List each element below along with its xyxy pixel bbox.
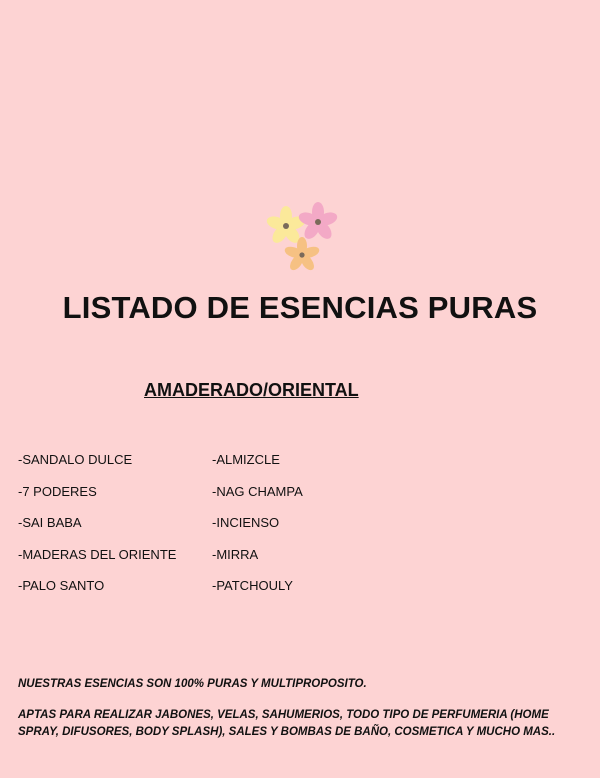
- flowers-icon: [262, 198, 346, 278]
- category-heading: AMADERADO/ORIENTAL: [144, 380, 359, 400]
- essence-list-left: [18, 452, 176, 610]
- purity-note: NUESTRAS ESENCIAS SON 100% PURAS Y MULTIPROPOSITO.: [18, 678, 367, 690]
- list-item: -NAG CHAMPA: [212, 483, 303, 499]
- flower-pink: [297, 202, 339, 242]
- list-item: -ALMIZCLE: [212, 452, 280, 467]
- flower-orange: [283, 237, 320, 273]
- list-item: -7 PODERES: [18, 483, 97, 499]
- page-title: LISTADO DE ESENCIAS PURAS: [62, 290, 538, 325]
- list-item: -PATCHOULY: [212, 578, 293, 593]
- list-item: -MIRRA: [212, 546, 259, 562]
- essence-list-right: [212, 452, 303, 610]
- list-item: -SANDALO DULCE: [18, 452, 133, 467]
- list-item: -INCIENSO: [212, 515, 280, 530]
- uses-note: APTAS PARA REALIZAR JABONES, VELAS, SAHUMERIOS, TODO TIPO DE PERFUMERIA (HOME SPRAY, DIFUSORES, BODY SPLASH), SALES Y BOMBAS DE BAÑO, COSMETICA Y MUCHO MAS..: [18, 709, 556, 738]
- list-item: -PALO SANTO: [18, 578, 105, 593]
- list-item: -SAI BABA: [18, 515, 82, 530]
- list-item: -MADERAS DEL ORIENTE: [18, 546, 177, 562]
